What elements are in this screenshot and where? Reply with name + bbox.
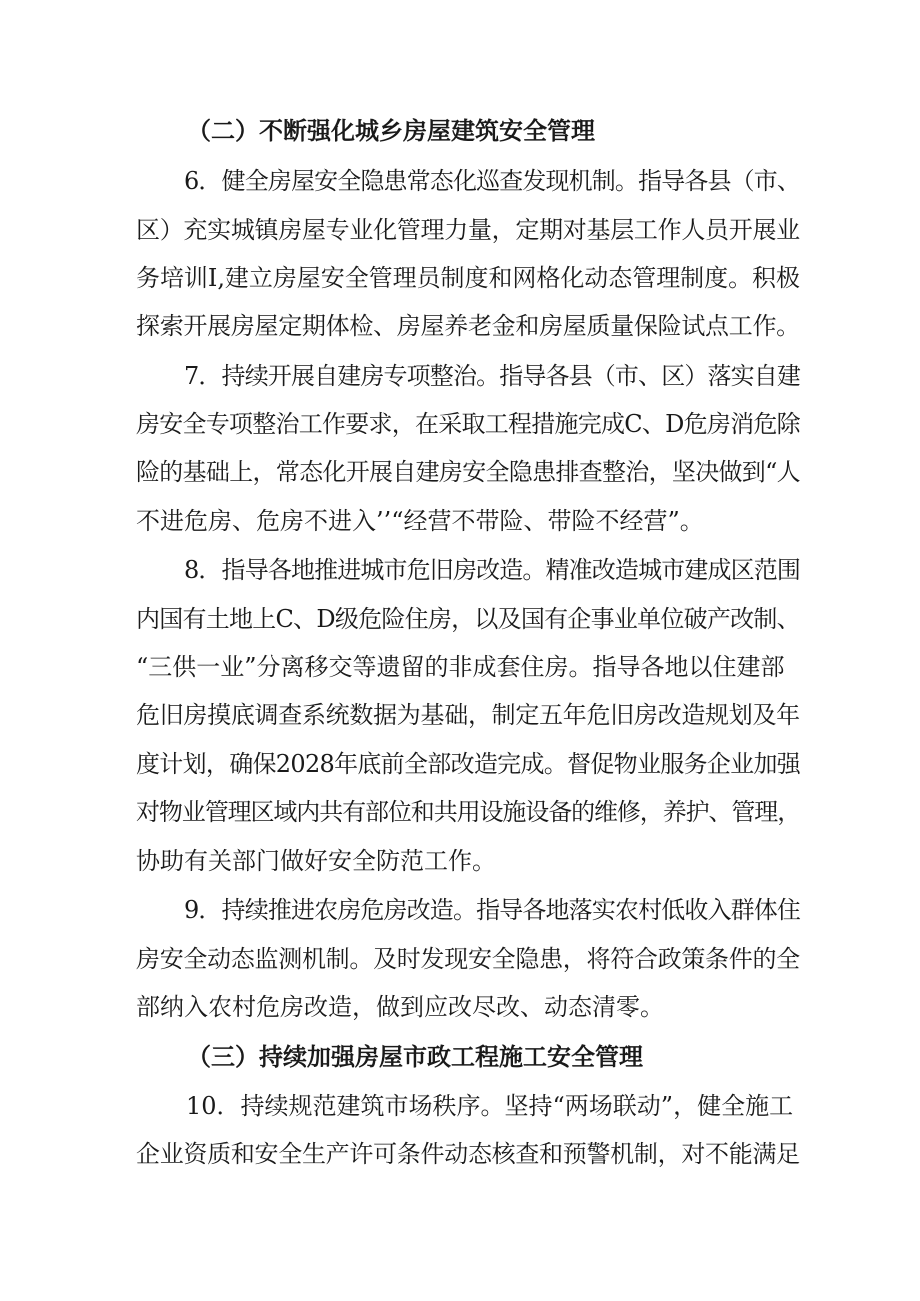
- paragraph-7-line-3: 险的基础上，常态化开展自建房安全隐患排查整治，坚决做到“人: [136, 458, 800, 486]
- paragraph-8-line-5: 度计划，确保2028年底前全部改造完成。督促物业服务企业加强: [136, 750, 801, 778]
- paragraph-6-line-1: 6．健全房屋安全隐患常态化巡查发现机制。指导各县（市、: [184, 167, 801, 195]
- paragraph-9-line-3: 部纳入农村危房改造，做到应改尽改、动态清零。: [136, 993, 664, 1021]
- paragraph-8-line-3: “三供一业”分离移交等遗留的非成套住房。指导各地以住建部: [136, 653, 785, 681]
- paragraph-10-line-2: 企业资质和安全生产许可条件动态核查和预警机制，对不能满足: [136, 1140, 800, 1168]
- section-2-heading: [0, 107, 920, 155]
- section-2-heading-text: （二）不断强化城乡房屋建筑安全管理: [187, 116, 595, 145]
- paragraph-6-line-3: 务培训I,建立房屋安全管理员制度和网格化动态管理制度。积极: [136, 264, 800, 292]
- paragraph-7-line-1: 7．持续开展自建房专项整治。指导各县（市、区）落实自建: [184, 362, 801, 390]
- paragraph-9-line-1: 9．持续推进农房危房改造。指导各地落实农村低收入群体住: [184, 896, 801, 924]
- section-3-heading-text: （三）持续加强房屋市政工程施工安全管理: [187, 1042, 643, 1071]
- paragraph-8-line-7: 协助有关部门做好安全防范工作。: [136, 847, 496, 875]
- paragraph-7-line-4: 不进危房、危房不进入’’“经营不带险、带险不经营”。: [136, 507, 704, 535]
- paragraph-10-line-1: 10．持续规范建筑市场秩序。坚持“两场联动”，健全施工: [186, 1092, 794, 1120]
- paragraph-8-line-6: 对物业管理区域内共有部位和共用设施设备的维修，养护、管理，: [136, 798, 801, 826]
- section-3-heading: [0, 1033, 920, 1081]
- paragraph-8-line-2: 内国有土地上C、D级危险住房，以及国有企事业单位破产改制、: [136, 605, 800, 633]
- paragraph-6-line-4: 探索开展房屋定期体检、房屋养老金和房屋质量保险试点工作。: [136, 312, 800, 340]
- paragraph-6-line-2: 区）充实城镇房屋专业化管理力量，定期对基层工作人员开展业: [136, 216, 800, 244]
- paragraph-8-line-1: 8．指导各地推进城市危旧房改造。精准改造城市建成区范围: [184, 556, 801, 584]
- paragraph-9-line-2: 房安全动态监测机制。及时发现安全隐患，将符合政策条件的全: [136, 945, 800, 973]
- paragraph-8-line-4: 危旧房摸底调查系统数据为基础，制定五年危旧房改造规划及年: [136, 701, 800, 729]
- paragraph-7-line-2: 房安全专项整治工作要求，在采取工程措施完成C、D危房消危除: [136, 410, 800, 438]
